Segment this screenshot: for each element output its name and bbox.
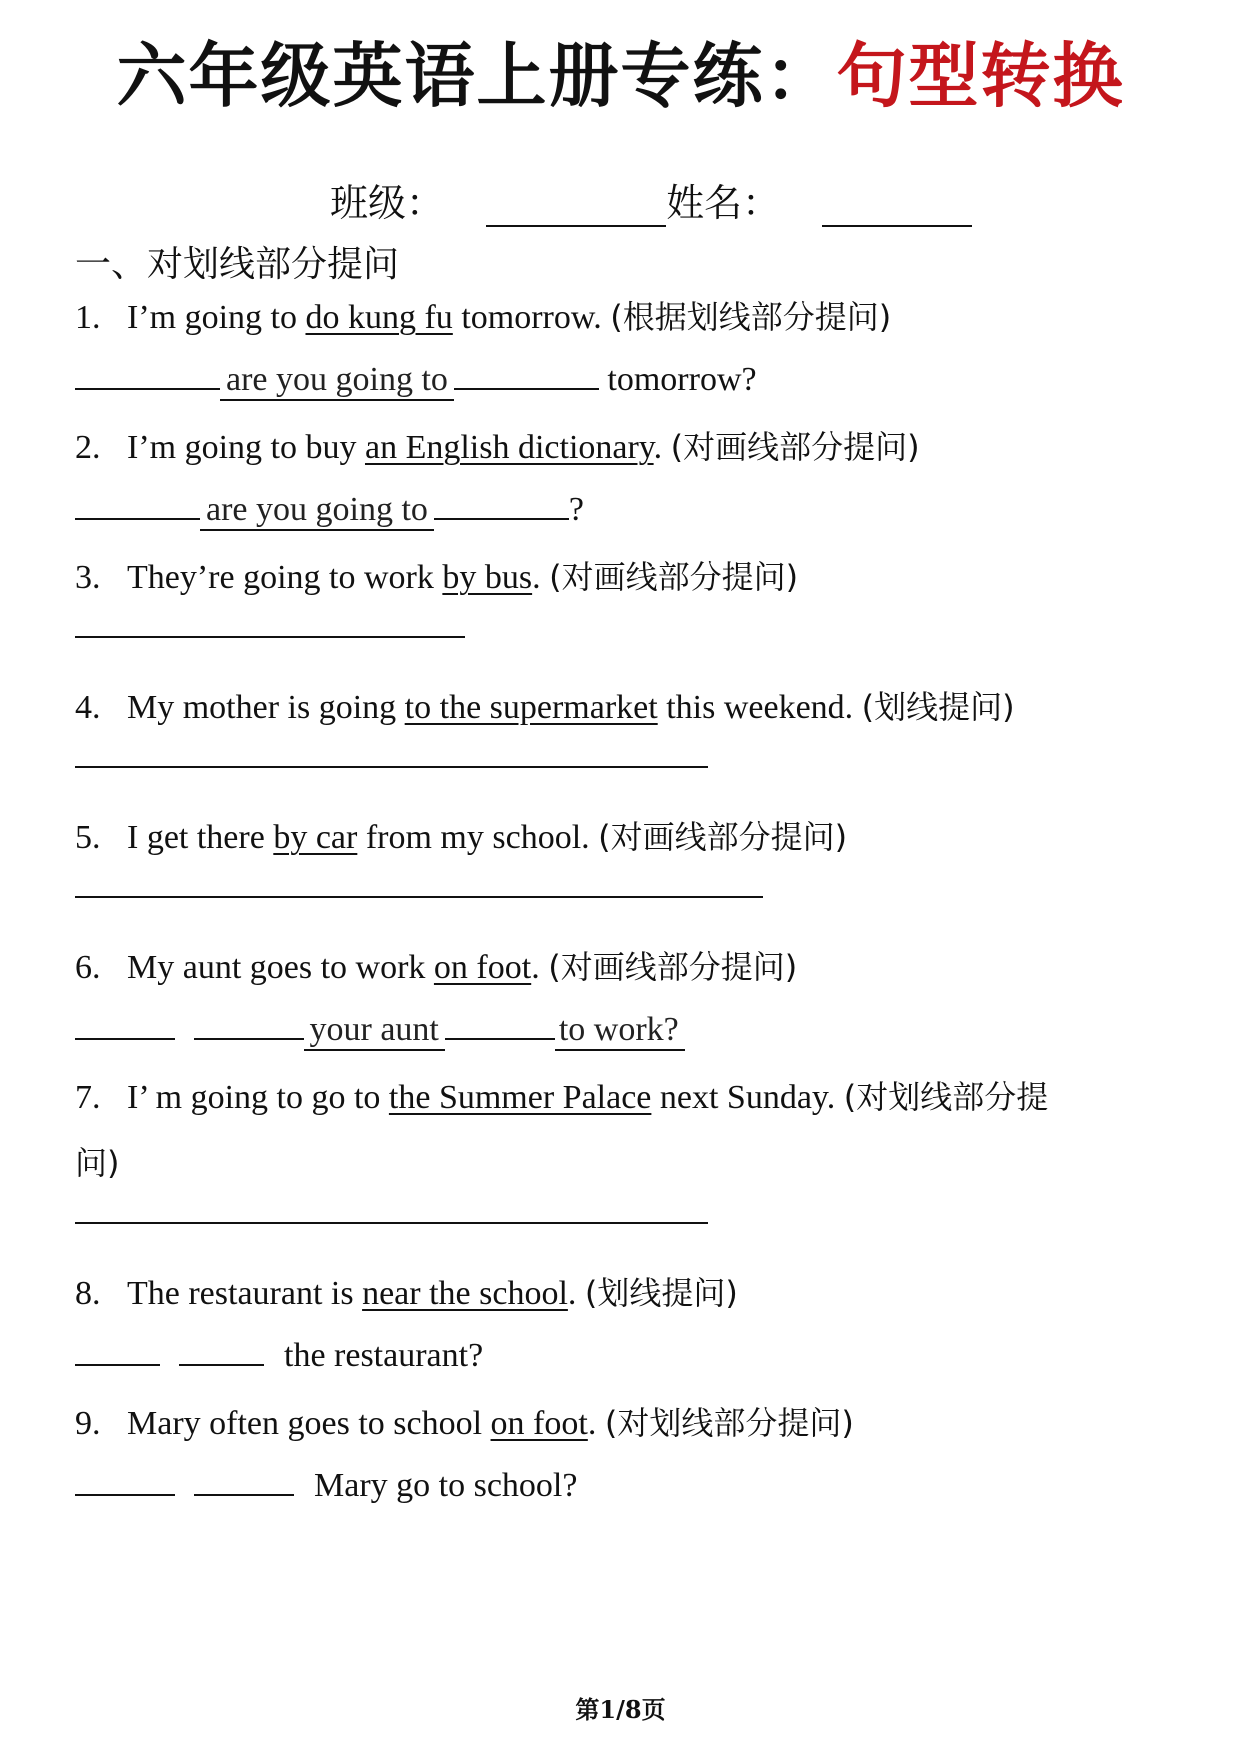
question-7-continued: 问) — [75, 1144, 120, 1182]
answer-blank[interactable] — [194, 1008, 304, 1040]
answer-line-7[interactable] — [75, 1222, 708, 1224]
question-7: 7. I’ m going to go to the Summer Palace next Sunday. (对划线部分提 — [75, 1078, 1049, 1116]
student-info — [330, 172, 972, 227]
name-label: 姓名： — [666, 181, 781, 225]
answer-6: your aunt to work? — [75, 1008, 685, 1051]
underlined-phrase: an English dictionary — [364, 429, 654, 466]
answer-blank[interactable] — [75, 1008, 175, 1040]
question-6: 6. My aunt goes to work on foot. (对画线部分提问) — [75, 948, 798, 986]
question-1: 1. I’m going to do kung fu tomorrow. (根据划线部分提问) — [75, 298, 892, 336]
class-field[interactable] — [486, 189, 666, 227]
answer-blank[interactable] — [75, 358, 220, 390]
underlined-phrase: near the school — [362, 1275, 568, 1312]
answer-1: are you going to tomorrow? — [75, 358, 757, 401]
title-main: 六年级英语上册专练： — [116, 35, 837, 117]
page-title — [0, 35, 1241, 117]
answer-blank[interactable] — [445, 1008, 555, 1040]
question-2: 2. I’m going to buy an English dictionary. (对画线部分提问) — [75, 428, 920, 466]
question-9: 9. Mary often goes to school on foot. (对划线部分提问) — [75, 1404, 854, 1442]
answer-8: the restaurant? — [75, 1334, 483, 1375]
answer-line-4[interactable] — [75, 766, 708, 768]
underlined-phrase: by bus — [442, 559, 533, 596]
question-3: 3. They’re going to work by bus. (对画线部分提问) — [75, 558, 799, 596]
question-5: 5. I get there by car from my school. (对画线部分提问) — [75, 818, 848, 856]
page-number: 第1/8页 — [575, 1695, 666, 1724]
answer-2: are you going to ? — [75, 488, 584, 531]
answer-blank[interactable] — [194, 1464, 294, 1496]
underlined-phrase: by car — [273, 819, 358, 856]
answer-blank[interactable] — [75, 488, 200, 520]
answer-9: Mary go to school? — [75, 1464, 577, 1505]
section-title: 一、对划线部分提问 — [75, 244, 400, 285]
underlined-phrase: to the supermarket — [404, 689, 658, 726]
answer-blank[interactable] — [179, 1334, 264, 1366]
answer-blank[interactable] — [434, 488, 569, 520]
name-field[interactable] — [822, 189, 972, 227]
answer-blank[interactable] — [454, 358, 599, 390]
answer-blank[interactable] — [75, 1464, 175, 1496]
question-4: 4. My mother is going to the supermarket this weekend. (划线提问) — [75, 688, 1015, 726]
answer-blank[interactable] — [75, 1334, 160, 1366]
title-accent: 句型转换 — [836, 35, 1125, 117]
underlined-phrase: the Summer Palace — [388, 1079, 652, 1116]
class-label: 班级： — [330, 181, 445, 225]
question-8: 8. The restaurant is near the school. (划线提问) — [75, 1274, 738, 1312]
answer-line-3[interactable] — [75, 636, 465, 638]
underlined-phrase: on foot — [490, 1405, 588, 1442]
underlined-phrase: on foot — [433, 949, 532, 986]
answer-line-5[interactable] — [75, 896, 763, 898]
underlined-phrase: do kung fu — [305, 299, 453, 336]
